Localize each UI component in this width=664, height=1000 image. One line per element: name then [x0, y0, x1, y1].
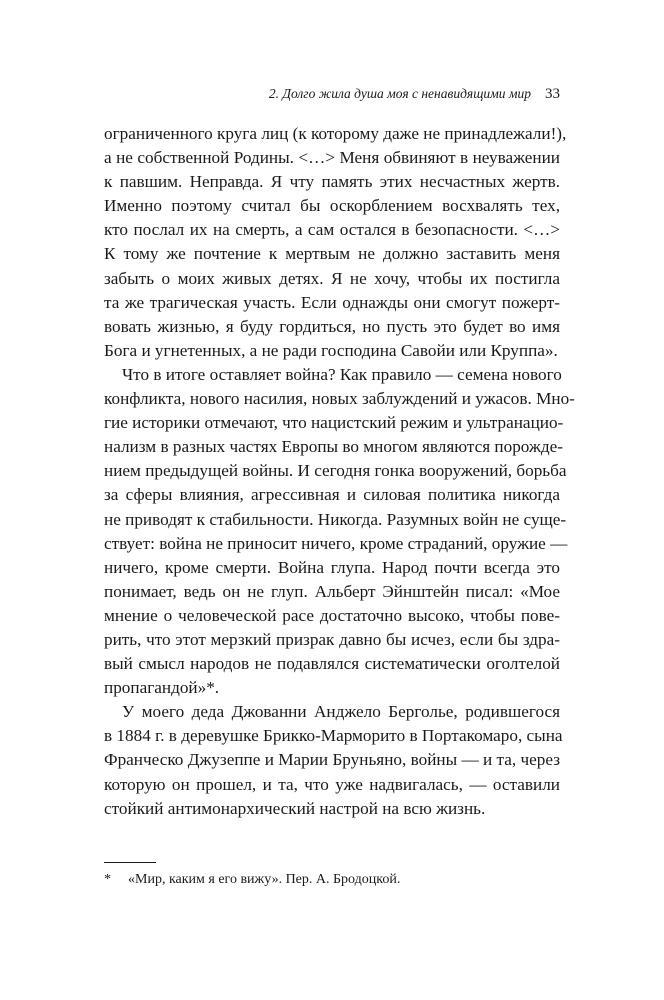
text-line: та же трагическая участь. Если однажды они смогут пожерт-: [104, 292, 560, 312]
text-line: ограниченного круга лиц (к которому даже не принадлежали!),: [104, 124, 567, 143]
text-line: К тому же почтение к мертвым не должно заставить меня: [104, 244, 560, 264]
paragraph-1: [104, 122, 567, 363]
text-line: за сферы влияния, агрессивная и силовая политика никогда: [104, 485, 560, 505]
text-line: в 1884 г. в деревушке Брикко-Марморито в Портакомаро, сына: [104, 726, 563, 746]
footnote-divider: [104, 862, 156, 863]
body-text: [104, 122, 575, 821]
paragraph-2: [104, 363, 575, 700]
text-line: к павшим. Неправда. Я чту память этих несчастных жертв.: [104, 172, 560, 192]
text-line: ничего, кроме смерти. Война глупа. Народ почти всегда это: [104, 557, 560, 577]
text-line: конфликта, нового насилия, новых заблуждений и ужасов. Мно-: [104, 389, 575, 409]
running-title: 2. Долго жила душа моя с ненавидящими мир: [268, 86, 531, 101]
text-line: У моего деда Джованни Анджело Берголье, родившегося: [122, 702, 560, 722]
text-line: вовать жизнью, я буду гордиться, но пусть это будет во имя: [104, 316, 560, 336]
footnote-text: «Мир, каким я его вижу». Пер. А. Бродоцкой.: [128, 872, 401, 887]
text-line: Франческо Джузеппе и Марии Бруньяно, войны — и та, через: [104, 750, 560, 770]
text-line: Именно поэтому считал бы оскорблением восхвалять тех,: [104, 196, 560, 216]
text-line: пропагандой»*.: [104, 678, 220, 698]
text-line: нием предыдущей войны. И сегодня гонка вооружений, борьба: [104, 461, 567, 481]
text-line: рить, что этот мерзкий призрак давно бы исчез, если бы здра-: [104, 629, 560, 649]
text-line: мнение о человеческой расе достаточно высоко, чтобы пове-: [104, 605, 560, 625]
footnote-mark: *: [104, 872, 111, 887]
text-line: а не собственной Родины. <…> Меня обвиняют в неуважении: [104, 148, 560, 168]
page-number: 33: [545, 86, 560, 102]
text-line: кто послал их на смерть, а сам остался в безопасности. <…>: [104, 220, 560, 240]
text-line: гие историки отмечают, что нацистский режим и ультранацио-: [104, 413, 564, 433]
text-line: которую он прошел, и та, что уже надвигалась, — оставили: [104, 774, 560, 794]
text-line: стойкий антимонархический настрой на всю жизнь.: [104, 798, 486, 818]
text-line: нализм в разных частях Европы во многом являются порожде-: [104, 437, 563, 457]
text-line: понимает, ведь он не глуп. Альберт Эйнштейн писал: «Мое: [104, 581, 560, 601]
paragraph-3: [104, 700, 563, 820]
text-line: не приводят к стабильности. Никогда. Разумных войн не суще-: [104, 509, 567, 529]
text-line: ствует: война не приносит ничего, кроме страданий, оружие —: [104, 533, 568, 553]
text-line: Бога и угнетенных, а не ради господина Савойи или Круппа».: [104, 340, 558, 360]
text-line: забыть о моих живых детях. Я не хочу, чтобы их постигла: [104, 268, 560, 288]
footnote: [104, 870, 560, 890]
text-line: Что в итоге оставляет война? Как правило — семена нового: [122, 364, 562, 384]
text-line: вый смысл народов не подавлялся систематически оголтелой: [104, 654, 560, 674]
running-header: [0, 86, 560, 103]
